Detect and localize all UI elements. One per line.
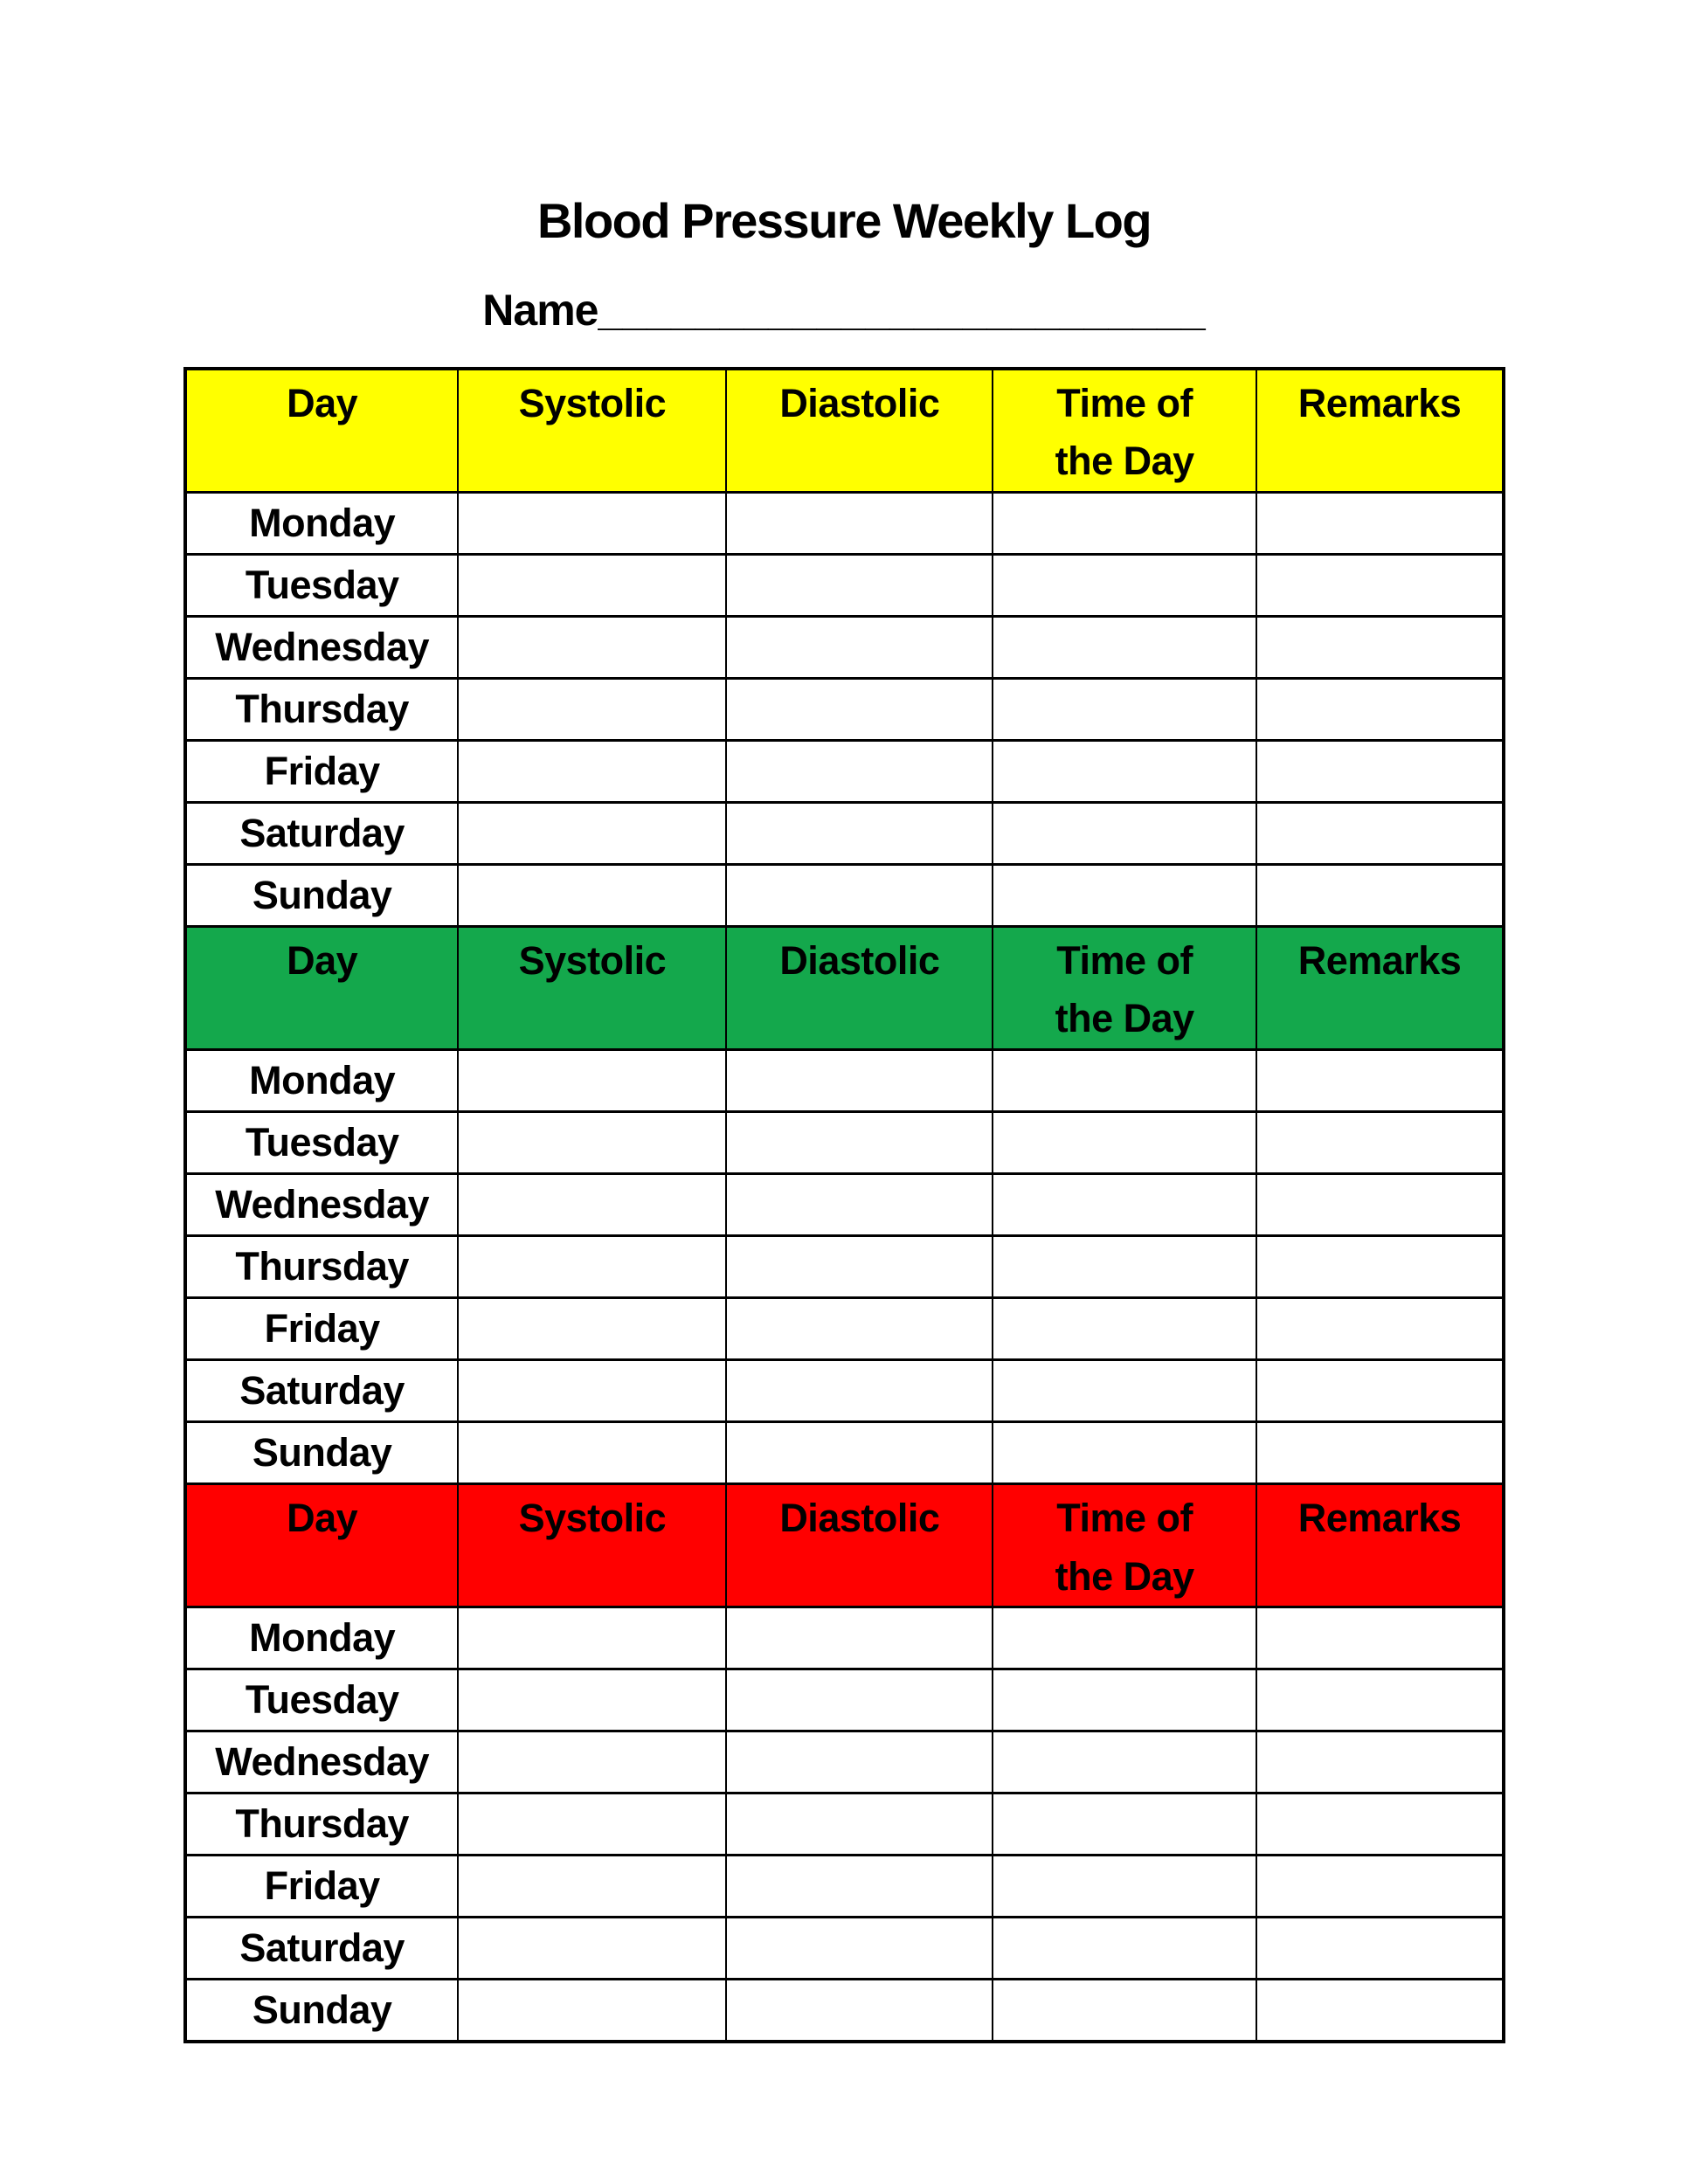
week-2-tuesday-time-of-day-entry-cell[interactable] [993,1111,1256,1173]
week-1-wednesday-remarks-entry-cell[interactable] [1256,616,1504,678]
week-1-header-cell-day: Day [185,369,458,493]
week-2-sunday-row [185,1421,1504,1483]
week-3-sunday-remarks-entry-cell[interactable] [1256,1980,1504,2042]
week-2-header-cell-diastolic: Diastolic [726,926,993,1049]
week-1-tuesday-label: Tuesday [185,554,458,616]
week-1-header-cell-diastolic: Diastolic [726,369,993,493]
week-3-wednesday-time-of-day-entry-cell[interactable] [993,1731,1256,1794]
week-3-monday-systolic-entry-cell[interactable] [458,1607,726,1669]
week-1-saturday-row [185,802,1504,864]
week-1-monday-time-of-day-entry-cell[interactable] [993,492,1256,554]
week-2-wednesday-label: Wednesday [185,1173,458,1235]
week-2-friday-label: Friday [185,1297,458,1359]
week-2-header-cell-remarks: Remarks [1256,926,1504,1049]
bp-table-body [185,369,1504,2042]
week-3-header-cell-diastolic: Diastolic [726,1483,993,1607]
week-1-header-cell-remarks: Remarks [1256,369,1504,493]
week-2-saturday-row [185,1359,1504,1421]
week-2-thursday-systolic-entry-cell[interactable] [458,1235,726,1297]
week-2-header-cell-day: Day [185,926,458,1049]
week-1-thursday-label: Thursday [185,678,458,740]
week-2-thursday-diastolic-entry-cell[interactable] [726,1235,993,1297]
week-3-wednesday-remarks-entry-cell[interactable] [1256,1731,1504,1794]
week-1-tuesday-row [185,554,1504,616]
week-1-monday-systolic-entry-cell[interactable] [458,492,726,554]
week-3-wednesday-label: Wednesday [185,1731,458,1794]
week-2-monday-remarks-entry-cell[interactable] [1256,1049,1504,1111]
week-1-saturday-systolic-entry-cell[interactable] [458,802,726,864]
week-3-sunday-systolic-entry-cell[interactable] [458,1980,726,2042]
week-1-sunday-label: Sunday [185,864,458,926]
week-3-monday-remarks-entry-cell[interactable] [1256,1607,1504,1669]
week-2-sunday-remarks-entry-cell[interactable] [1256,1421,1504,1483]
week-3-thursday-diastolic-entry-cell[interactable] [726,1794,993,1856]
week-2-sunday-label: Sunday [185,1421,458,1483]
week-2-friday-remarks-entry-cell[interactable] [1256,1297,1504,1359]
week-3-tuesday-diastolic-entry-cell[interactable] [726,1669,993,1731]
week-3-thursday-row [185,1794,1504,1856]
week-1-wednesday-systolic-entry-cell[interactable] [458,616,726,678]
week-3-friday-label: Friday [185,1856,458,1918]
week-2-sunday-systolic-entry-cell[interactable] [458,1421,726,1483]
week-2-friday-diastolic-entry-cell[interactable] [726,1297,993,1359]
week-2-thursday-row [185,1235,1504,1297]
week-3-header-row [185,1483,1504,1607]
week-1-saturday-remarks-entry-cell[interactable] [1256,802,1504,864]
week-1-header-row [185,369,1504,493]
week-3-tuesday-systolic-entry-cell[interactable] [458,1669,726,1731]
week-2-friday-time-of-day-entry-cell[interactable] [993,1297,1256,1359]
week-2-monday-diastolic-entry-cell[interactable] [726,1049,993,1111]
week-3-saturday-row [185,1918,1504,1980]
week-2-tuesday-systolic-entry-cell[interactable] [458,1111,726,1173]
week-2-thursday-time-of-day-entry-cell[interactable] [993,1235,1256,1297]
week-3-header-cell-remarks: Remarks [1256,1483,1504,1607]
week-1-tuesday-remarks-entry-cell[interactable] [1256,554,1504,616]
week-1-thursday-diastolic-entry-cell[interactable] [726,678,993,740]
week-3-saturday-label: Saturday [185,1918,458,1980]
week-3-sunday-diastolic-entry-cell[interactable] [726,1980,993,2042]
week-2-tuesday-remarks-entry-cell[interactable] [1256,1111,1504,1173]
week-2-monday-systolic-entry-cell[interactable] [458,1049,726,1111]
week-1-thursday-time-of-day-entry-cell[interactable] [993,678,1256,740]
week-3-header-cell-day: Day [185,1483,458,1607]
week-3-monday-label: Monday [185,1607,458,1669]
week-1-wednesday-time-of-day-entry-cell[interactable] [993,616,1256,678]
week-2-monday-row [185,1049,1504,1111]
week-2-tuesday-diastolic-entry-cell[interactable] [726,1111,993,1173]
week-3-tuesday-time-of-day-entry-cell[interactable] [993,1669,1256,1731]
week-3-thursday-remarks-entry-cell[interactable] [1256,1794,1504,1856]
week-2-monday-time-of-day-entry-cell[interactable] [993,1049,1256,1111]
week-1-wednesday-label: Wednesday [185,616,458,678]
week-2-header-cell-systolic: Systolic [458,926,726,1049]
week-3-friday-row [185,1856,1504,1918]
week-2-wednesday-row [185,1173,1504,1235]
name-blank-line[interactable]: _________________________ [598,285,1206,335]
week-2-saturday-diastolic-entry-cell[interactable] [726,1359,993,1421]
week-1-friday-systolic-entry-cell[interactable] [458,740,726,802]
week-3-monday-time-of-day-entry-cell[interactable] [993,1607,1256,1669]
week-3-saturday-time-of-day-entry-cell[interactable] [993,1918,1256,1980]
week-1-monday-row [185,492,1504,554]
week-1-thursday-systolic-entry-cell[interactable] [458,678,726,740]
week-3-wednesday-diastolic-entry-cell[interactable] [726,1731,993,1794]
week-1-saturday-label: Saturday [185,802,458,864]
week-2-saturday-remarks-entry-cell[interactable] [1256,1359,1504,1421]
week-2-wednesday-diastolic-entry-cell[interactable] [726,1173,993,1235]
week-3-sunday-label: Sunday [185,1980,458,2042]
week-1-monday-label: Monday [185,492,458,554]
week-3-tuesday-row [185,1669,1504,1731]
week-2-wednesday-systolic-entry-cell[interactable] [458,1173,726,1235]
week-1-sunday-systolic-entry-cell[interactable] [458,864,726,926]
week-2-header-row [185,926,1504,1049]
week-1-sunday-diastolic-entry-cell[interactable] [726,864,993,926]
week-3-saturday-systolic-entry-cell[interactable] [458,1918,726,1980]
week-3-tuesday-remarks-entry-cell[interactable] [1256,1669,1504,1731]
week-3-thursday-time-of-day-entry-cell[interactable] [993,1794,1256,1856]
week-2-wednesday-time-of-day-entry-cell[interactable] [993,1173,1256,1235]
week-2-tuesday-row [185,1111,1504,1173]
week-2-friday-systolic-entry-cell[interactable] [458,1297,726,1359]
week-1-friday-time-of-day-entry-cell[interactable] [993,740,1256,802]
week-1-thursday-remarks-entry-cell[interactable] [1256,678,1504,740]
week-2-tuesday-label: Tuesday [185,1111,458,1173]
week-1-monday-remarks-entry-cell[interactable] [1256,492,1504,554]
page-title: Blood Pressure Weekly Log [536,193,1152,248]
week-3-friday-diastolic-entry-cell[interactable] [726,1856,993,1918]
week-1-sunday-remarks-entry-cell[interactable] [1256,864,1504,926]
week-1-saturday-time-of-day-entry-cell[interactable] [993,802,1256,864]
week-3-thursday-systolic-entry-cell[interactable] [458,1794,726,1856]
week-2-wednesday-remarks-entry-cell[interactable] [1256,1173,1504,1235]
week-3-header-cell-time-of-day: Time of the Day [993,1483,1256,1607]
week-1-thursday-row [185,678,1504,740]
week-3-friday-time-of-day-entry-cell[interactable] [993,1856,1256,1918]
week-3-friday-remarks-entry-cell[interactable] [1256,1856,1504,1918]
week-1-wednesday-diastolic-entry-cell[interactable] [726,616,993,678]
week-2-sunday-time-of-day-entry-cell[interactable] [993,1421,1256,1483]
week-3-tuesday-label: Tuesday [185,1669,458,1731]
week-1-friday-label: Friday [185,740,458,802]
week-1-wednesday-row [185,616,1504,678]
week-1-friday-remarks-entry-cell[interactable] [1256,740,1504,802]
bp-log-table [183,367,1505,2043]
week-3-wednesday-row [185,1731,1504,1794]
week-1-header-cell-systolic: Systolic [458,369,726,493]
week-1-friday-row [185,740,1504,802]
week-2-thursday-remarks-entry-cell[interactable] [1256,1235,1504,1297]
week-3-sunday-row [185,1980,1504,2042]
week-3-saturday-diastolic-entry-cell[interactable] [726,1918,993,1980]
week-1-saturday-diastolic-entry-cell[interactable] [726,802,993,864]
week-2-saturday-label: Saturday [185,1359,458,1421]
week-2-saturday-systolic-entry-cell[interactable] [458,1359,726,1421]
week-1-tuesday-systolic-entry-cell[interactable] [458,554,726,616]
week-2-saturday-time-of-day-entry-cell[interactable] [993,1359,1256,1421]
week-2-sunday-diastolic-entry-cell[interactable] [726,1421,993,1483]
week-3-thursday-label: Thursday [185,1794,458,1856]
week-3-sunday-time-of-day-entry-cell[interactable] [993,1980,1256,2042]
week-2-header-cell-time-of-day: Time of the Day [993,926,1256,1049]
week-1-sunday-time-of-day-entry-cell[interactable] [993,864,1256,926]
week-2-monday-label: Monday [185,1049,458,1111]
week-3-monday-diastolic-entry-cell[interactable] [726,1607,993,1669]
week-3-monday-row [185,1607,1504,1669]
week-2-friday-row [185,1297,1504,1359]
name-field [0,285,1688,335]
week-1-header-cell-time-of-day: Time of the Day [993,369,1256,493]
week-1-friday-diastolic-entry-cell[interactable] [726,740,993,802]
week-3-friday-systolic-entry-cell[interactable] [458,1856,726,1918]
week-1-tuesday-time-of-day-entry-cell[interactable] [993,554,1256,616]
week-1-tuesday-diastolic-entry-cell[interactable] [726,554,993,616]
week-3-saturday-remarks-entry-cell[interactable] [1256,1918,1504,1980]
week-2-thursday-label: Thursday [185,1235,458,1297]
week-1-monday-diastolic-entry-cell[interactable] [726,492,993,554]
week-3-header-cell-systolic: Systolic [458,1483,726,1607]
week-3-wednesday-systolic-entry-cell[interactable] [458,1731,726,1794]
week-1-sunday-row [185,864,1504,926]
name-label: Name [482,285,598,335]
